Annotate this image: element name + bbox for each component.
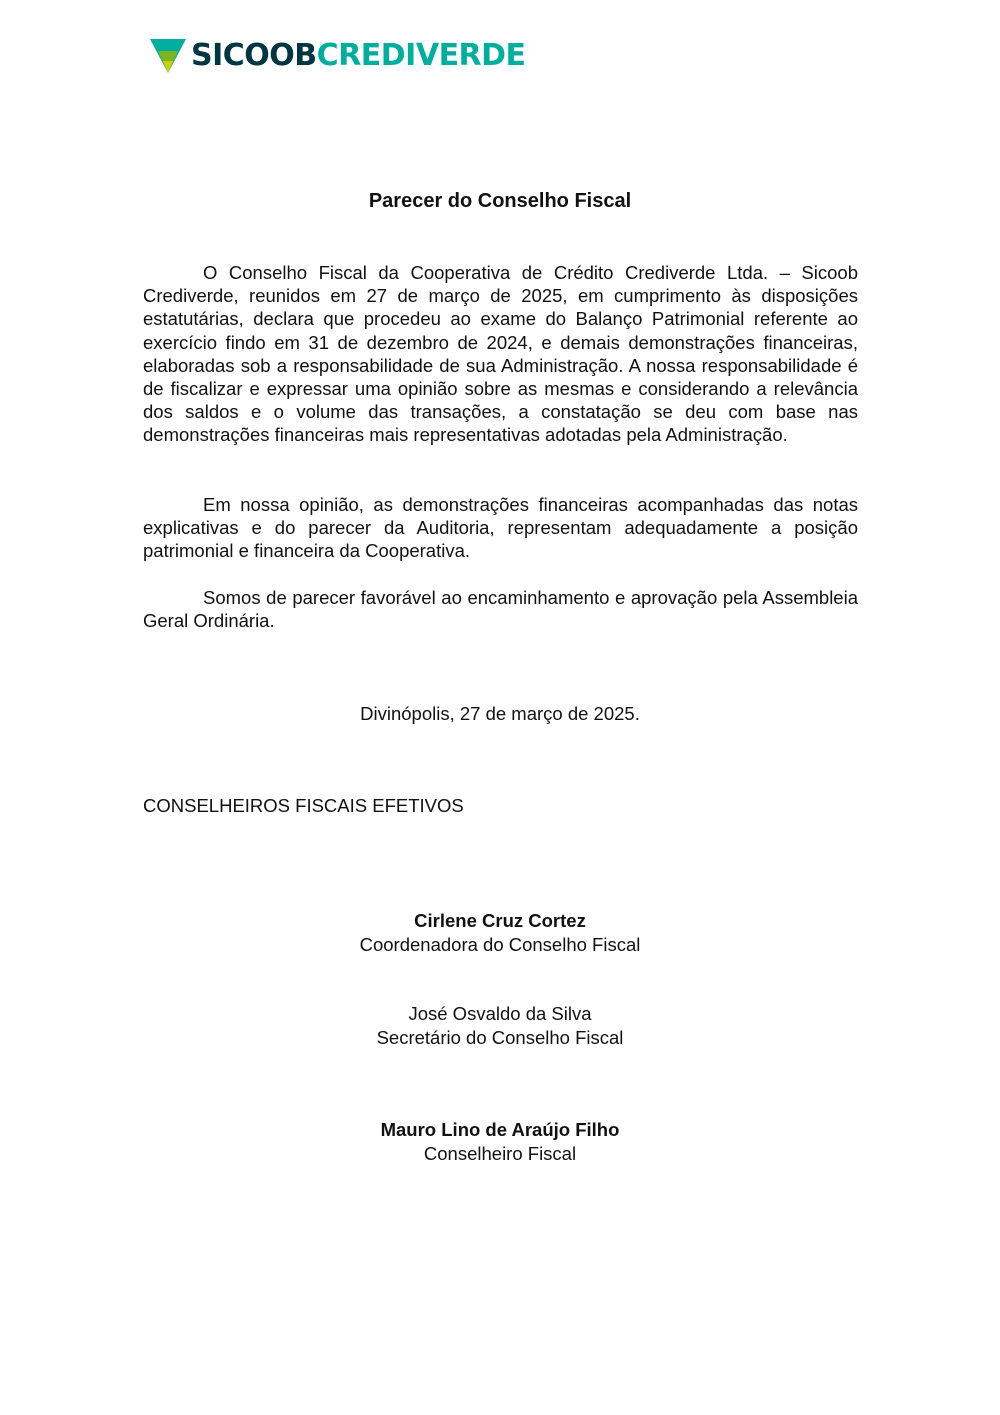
paragraph-text: O Conselho Fiscal da Cooperativa de Crédito Crediverde Ltda. – Sicoob Crediverde, reunidos em 27 de março de 2025, em cumprimento às disposições estatutárias, declara que procedeu ao exame do Balanço Patrimonial referente ao exercício findo em 31 de dezembro de 2024, e demais demonstrações financeiras, elaboradas sob a responsabilidade de sua Administração. A nossa responsabilidade é de fiscalizar e expressar uma opinião sobre as mesmas e considerando a relevância dos saldos e o volume das transações, a constatação se deu com base nas demonstrações financeiras mais representativas adotadas pela Administração. <box>143 262 858 446</box>
paragraph-3 <box>143 586 858 632</box>
signatory-role: Conselheiro Fiscal <box>423 1142 577 1164</box>
date-line: Divinópolis, 27 de março de 2025. <box>360 703 640 724</box>
paragraph-1 <box>143 261 858 447</box>
signatory-1 <box>0 909 1000 956</box>
signatory-role: Secretário do Conselho Fiscal <box>376 1026 624 1048</box>
signatory-name: Cirlene Cruz Cortez <box>414 910 586 931</box>
signatory-role: Coordenadora do Conselho Fiscal <box>359 933 641 955</box>
paragraph-text: Em nossa opinião, as demonstrações financeiras acompanhadas das notas explicativas e do parecer da Auditoria, representam adequadamente a posição patrimonial e financeira da Cooperativa. <box>143 494 858 562</box>
logo-text-crediverde: CREDIVERDE <box>316 38 526 73</box>
signatory-2 <box>0 1002 1000 1049</box>
sicoob-logo-icon <box>149 37 187 75</box>
signatory-name: Mauro Lino de Araújo Filho <box>380 1119 620 1140</box>
sicoob-crediverde-logo <box>149 36 526 76</box>
paragraph-text: Somos de parecer favorável ao encaminhamento e aprovação pela Assembleia Geral Ordinária. <box>143 587 858 632</box>
section-heading: CONSELHEIROS FISCAIS EFETIVOS <box>143 795 464 816</box>
paragraph-2 <box>143 493 858 563</box>
signatory-name: José Osvaldo da Silva <box>408 1003 592 1024</box>
logo-text-sicoob: SICOOB <box>191 38 317 73</box>
document-title: Parecer do Conselho Fiscal <box>368 190 632 212</box>
signatory-3 <box>0 1118 1000 1165</box>
logo-wordmark <box>191 36 526 76</box>
